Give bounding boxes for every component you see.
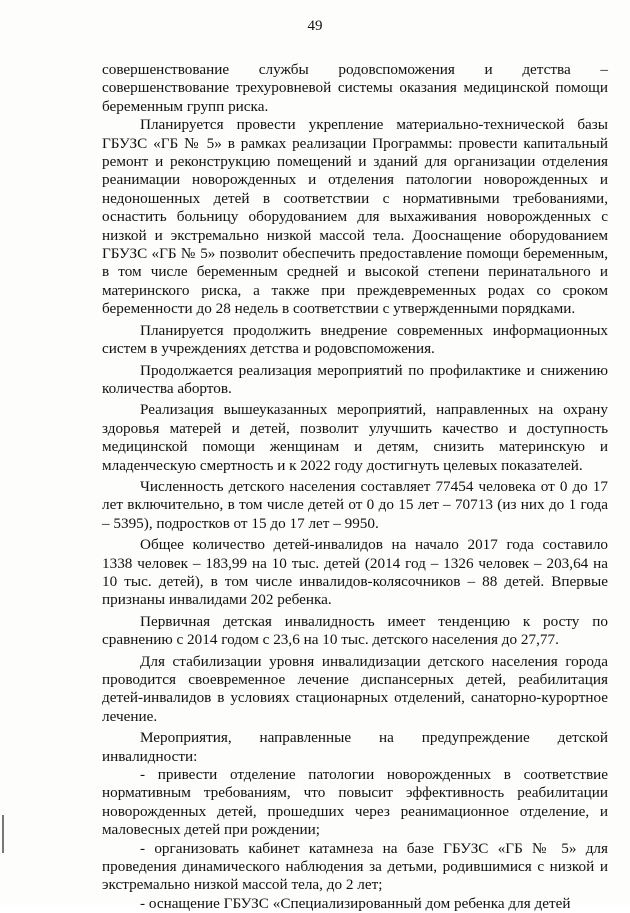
paragraph: Планируется продолжить внедрение современных информационных систем в учреждениях детства и родовспоможения. — [102, 321, 608, 358]
paragraph: Общее количество детей-инвалидов на начало 2017 года составило 1338 человек – 183,99 на 10 тыс. детей (2014 год – 1326 человек – 203,64 на 10 тыс. детей), в том числе инвалидов-колясочников – 88 детей. Впервые признаны инвалидами 202 ребенка. — [102, 536, 608, 609]
paragraph: Мероприятия, направленные на предупреждение детской инвалидности: — [102, 729, 608, 765]
page-number: 49 — [307, 18, 323, 34]
paragraph: Продолжается реализация мероприятий по профилактике и снижению количества абортов. — [102, 361, 608, 397]
scan-margin-mark — [2, 815, 4, 853]
paragraph: Реализация вышеуказанных мероприятий, направленных на охрану здоровья матерей и детей, позволит улучшить качество и доступность медицинской помощи женщинам и детям, снизить материнскую и младенческую смертность и к 2022 году достигнуть целевых показателей. — [102, 401, 608, 474]
list-item: - оснащение ГБУЗС «Специализированный дом ребенка для детей — [140, 894, 571, 912]
paragraph: совершенствование службы родовспоможения и детства – совершенствование трехуровневой системы оказания медицинской помощи беременным групп риска. — [102, 61, 608, 115]
paragraph: Численность детского населения составляет 77454 человека от 0 до 17 лет включительно, в том числе детей от 0 до 15 лет – 70713 (из них до 1 года – 5395), подростков от 15 до 17 лет – 9950. — [102, 477, 608, 532]
list-item: - привести отделение патологии новорожденных в соответствие нормативным требованиям, что повысит эффективность реабилитации новорожденных детей, прошедших через реанимационное отделение, и маловесных детей при рождении; — [102, 766, 608, 839]
body-text — [102, 61, 608, 913]
paragraph: Планируется провести укрепление материально-технической базы ГБУЗС «ГБ № 5» в рамках реализации Программы: провести капитальный ремонт и реконструкцию помещений и зданий для организации отделения реанимации новорожденных и отделения патологии новорожденных и недоношенных детей в соответствии с нормативными требованиями, оснастить больницу оборудованием для выхаживания новорожденных с низкой и экстремально низкой массой тела. Дооснащение оборудованием ГБУЗС «ГБ № 5» позволит обеспечить предоставление помощи беременным, в том числе беременным средней и высокой степени перинатального и материнского риска, а также при преждевременных родах со сроком беременности до 28 недель в соответствии с утвержденными порядками. — [102, 116, 608, 318]
paragraph: Первичная детская инвалидность имеет тенденцию к росту по сравнению с 2014 годом с 23,6 на 10 тыс. детского населения до 27,77. — [102, 612, 608, 649]
list-item: - организовать кабинет катамнеза на базе ГБУЗС «ГБ № 5» для проведения динамического наблюдения за детьми, родившимися с низкой и экстремально низкой массой тела, до 2 лет; — [102, 839, 608, 894]
paragraph: Для стабилизации уровня инвалидизации детского населения города проводится своевременное лечение диспансерных детей, реабилитация детей-инвалидов в условиях стационарных отделений, санаторно-курортное лечение. — [102, 652, 608, 725]
